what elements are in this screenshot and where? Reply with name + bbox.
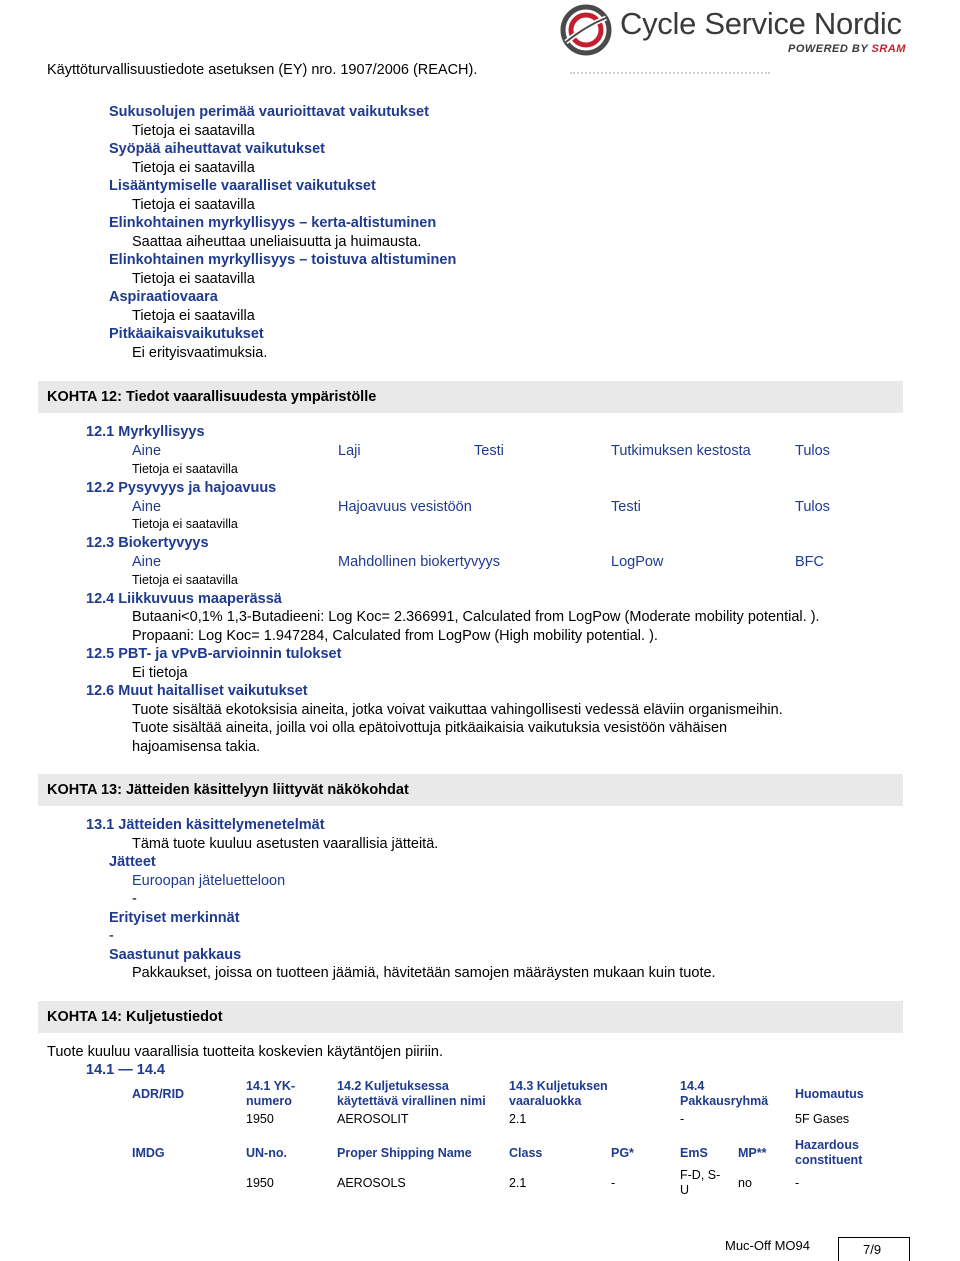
imdg-col-un: UN-no. <box>246 1146 287 1160</box>
adr-col-class <box>509 1079 608 1109</box>
imdg-col-pg: PG* <box>611 1146 634 1160</box>
section-14-title: KOHTA 14: Kuljetustiedot <box>38 1001 903 1033</box>
imdg-cell-ems <box>680 1168 720 1198</box>
imdg-cell: 1950 <box>246 1176 274 1190</box>
adr-cell: AEROSOLIT <box>337 1112 409 1126</box>
imdg-cell-ems-line: U <box>680 1183 690 1197</box>
imdg-cell: no <box>738 1176 752 1190</box>
waste-text: Tämä tuote kuuluu asetusten vaarallisia jätteitä. <box>132 836 439 852</box>
tox-heading: Sukusolujen perimää vaurioittavat vaikutukset <box>109 104 429 120</box>
other-effects-line: Tuote sisältää aineita, joilla voi olla epätoivottuja pitkäaikaisia vaikutuksia vesistöön vähäisen <box>132 720 728 736</box>
pbt-text: Ei tietoja <box>132 665 188 681</box>
section-12-title: KOHTA 12: Tiedot vaarallisuudesta ympäristölle <box>38 381 903 413</box>
tox-text: Tietoja ei saatavilla <box>132 160 255 176</box>
col-tulos: Tulos <box>795 443 830 459</box>
logo-powered-brand: SRAM <box>871 43 906 55</box>
col-tulos: Tulos <box>795 499 830 515</box>
col-biokertyvyys: Mahdollinen biokertyvyys <box>338 554 500 570</box>
tox-heading: Aspiraatiovaara <box>109 289 218 305</box>
tox-text: Tietoja ei saatavilla <box>132 271 255 287</box>
subsection-12-5: 12.5 PBT- ja vPvB-arvioinnin tulokset <box>86 646 342 662</box>
toxicity-na: Tietoja ei saatavilla <box>132 462 238 476</box>
tox-text: Saattaa aiheuttaa uneliaisuutta ja huimausta. <box>132 234 422 250</box>
imdg-cell: - <box>795 1176 800 1190</box>
adr-col-un <box>246 1079 295 1109</box>
subsection-12-4: 12.4 Liikkuvuus maaperässä <box>86 591 282 607</box>
footer-page-number: 7/9 <box>863 1242 882 1257</box>
tox-heading: Syöpää aiheuttavat vaikutukset <box>109 141 325 157</box>
tox-text: Tietoja ei saatavilla <box>132 308 255 324</box>
adr-col-pg-line: Pakkausryhmä <box>680 1094 769 1108</box>
adr-col-name <box>337 1079 486 1109</box>
col-bfc: BFC <box>795 554 824 570</box>
special-marks-value: - <box>109 928 114 944</box>
tox-heading: Elinkohtainen myrkyllisyys – toistuva altistuminen <box>109 252 457 268</box>
other-effects-line: hajoamisensa takia. <box>132 739 261 755</box>
mobility-line: Butaani<0,1% 1,3-Butadieeni: Log Koc= 2.366991, Calculated from LogPow (Moderate mobility potential. ). <box>132 609 820 625</box>
adr-col-un-line: numero <box>246 1094 292 1108</box>
tox-heading: Pitkäaikaisvaikutukset <box>109 326 264 342</box>
col-logpow: LogPow <box>611 554 664 570</box>
imdg-cell: 2.1 <box>509 1176 527 1190</box>
logo-powered-prefix: POWERED BY <box>788 43 872 55</box>
adr-col-pg <box>680 1079 768 1109</box>
waste-list-value: - <box>132 891 137 907</box>
adr-col-remark: Huomautus <box>795 1087 864 1101</box>
col-aine: Aine <box>132 443 162 459</box>
degradability-na: Tietoja ei saatavilla <box>132 517 238 531</box>
packaging-heading: Saastunut pakkaus <box>109 947 242 963</box>
waste-list-label: Euroopan jäteluetteloon <box>132 873 286 889</box>
waste-heading: Jätteet <box>109 854 156 870</box>
wheel-logo-icon <box>560 4 612 56</box>
subsection-13-1: 13.1 Jätteiden käsittelymenetelmät <box>86 817 325 833</box>
imdg-col-mp: MP** <box>738 1146 767 1160</box>
col-laji: Laji <box>338 443 361 459</box>
logo-powered-by <box>788 43 906 55</box>
imdg-cell: AEROSOLS <box>337 1176 406 1190</box>
adr-col-name-line: 14.2 Kuljetuksessa <box>337 1079 449 1093</box>
tox-heading: Lisääntymiselle vaaralliset vaikutukset <box>109 178 376 194</box>
section-13-title: KOHTA 13: Jätteiden käsittelyyn liittyvät näkökohdat <box>38 774 903 806</box>
imdg-col-hazardous <box>795 1138 862 1168</box>
logo-wordmark: Cycle Service Nordic <box>620 6 902 41</box>
other-effects-line: Tuote sisältää ekotoksisia aineita, jotka voivat vaikuttaa vahingollisesti vedessä eläviin organismeihin. <box>132 702 783 718</box>
footer-product: Muc-Off MO94 <box>725 1238 811 1253</box>
mobility-line: Propaani: Log Koc= 1.947284, Calculated from LogPow (High mobility potential. ). <box>132 628 658 644</box>
adr-cell: 1950 <box>246 1112 274 1126</box>
bioaccumulation-na: Tietoja ei saatavilla <box>132 573 238 587</box>
tox-text: Ei erityisvaatimuksia. <box>132 345 268 361</box>
imdg-col-class: Class <box>509 1146 543 1160</box>
adr-col-class-line: 14.3 Kuljetuksen <box>509 1079 608 1093</box>
imdg-col-hazardous-line: constituent <box>795 1153 863 1167</box>
subsection-12-2: 12.2 Pysyvyys ja hajoavuus <box>86 480 277 496</box>
imdg-col-ems: EmS <box>680 1146 708 1160</box>
tox-text: Tietoja ei saatavilla <box>132 197 255 213</box>
adr-col-pg-line: 14.4 <box>680 1079 705 1093</box>
adr-col-class-line: vaaraluokka <box>509 1094 582 1108</box>
col-testi: Testi <box>611 499 641 515</box>
col-hajoavuus: Hajoavuus vesistöön <box>338 499 472 515</box>
col-testi: Testi <box>474 443 504 459</box>
subsection-12-1: 12.1 Myrkyllisyys <box>86 424 205 440</box>
tox-text: Tietoja ei saatavilla <box>132 123 255 139</box>
adr-cell: 2.1 <box>509 1112 527 1126</box>
subsection-12-6: 12.6 Muut haitalliset vaikutukset <box>86 683 308 699</box>
imdg-col-hazardous-line: Hazardous <box>795 1138 859 1152</box>
adr-col-un-line: 14.1 YK- <box>246 1079 296 1093</box>
adr-label: ADR/RID <box>132 1087 185 1101</box>
document-header-title: Käyttöturvallisuustiedote asetuksen (EY) nro. 1907/2006 (REACH). <box>47 62 478 78</box>
adr-cell: 5F Gases <box>795 1112 850 1126</box>
col-aine: Aine <box>132 554 162 570</box>
tox-heading: Elinkohtainen myrkyllisyys – kerta-altistuminen <box>109 215 437 231</box>
transport-intro: Tuote kuuluu vaarallisia tuotteita koskevien käytäntöjen piiriin. <box>47 1044 444 1060</box>
imdg-cell-ems-line: F-D, S- <box>680 1168 721 1182</box>
adr-cell: - <box>680 1112 685 1126</box>
imdg-col-name: Proper Shipping Name <box>337 1146 472 1160</box>
col-kesto: Tutkimuksen kestosta <box>611 443 751 459</box>
transport-range: 14.1 — 14.4 <box>86 1062 165 1078</box>
special-marks-heading: Erityiset merkinnät <box>109 910 240 926</box>
adr-col-name-line: käytettävä virallinen nimi <box>337 1094 486 1108</box>
imdg-label: IMDG <box>132 1146 165 1160</box>
header-divider <box>570 72 770 77</box>
col-aine: Aine <box>132 499 162 515</box>
packaging-text: Pakkaukset, joissa on tuotteen jäämiä, hävitetään samojen määräysten mukaan kuin tuote. <box>132 965 716 981</box>
imdg-cell: - <box>611 1176 616 1190</box>
subsection-12-3: 12.3 Biokertyvyys <box>86 535 209 551</box>
